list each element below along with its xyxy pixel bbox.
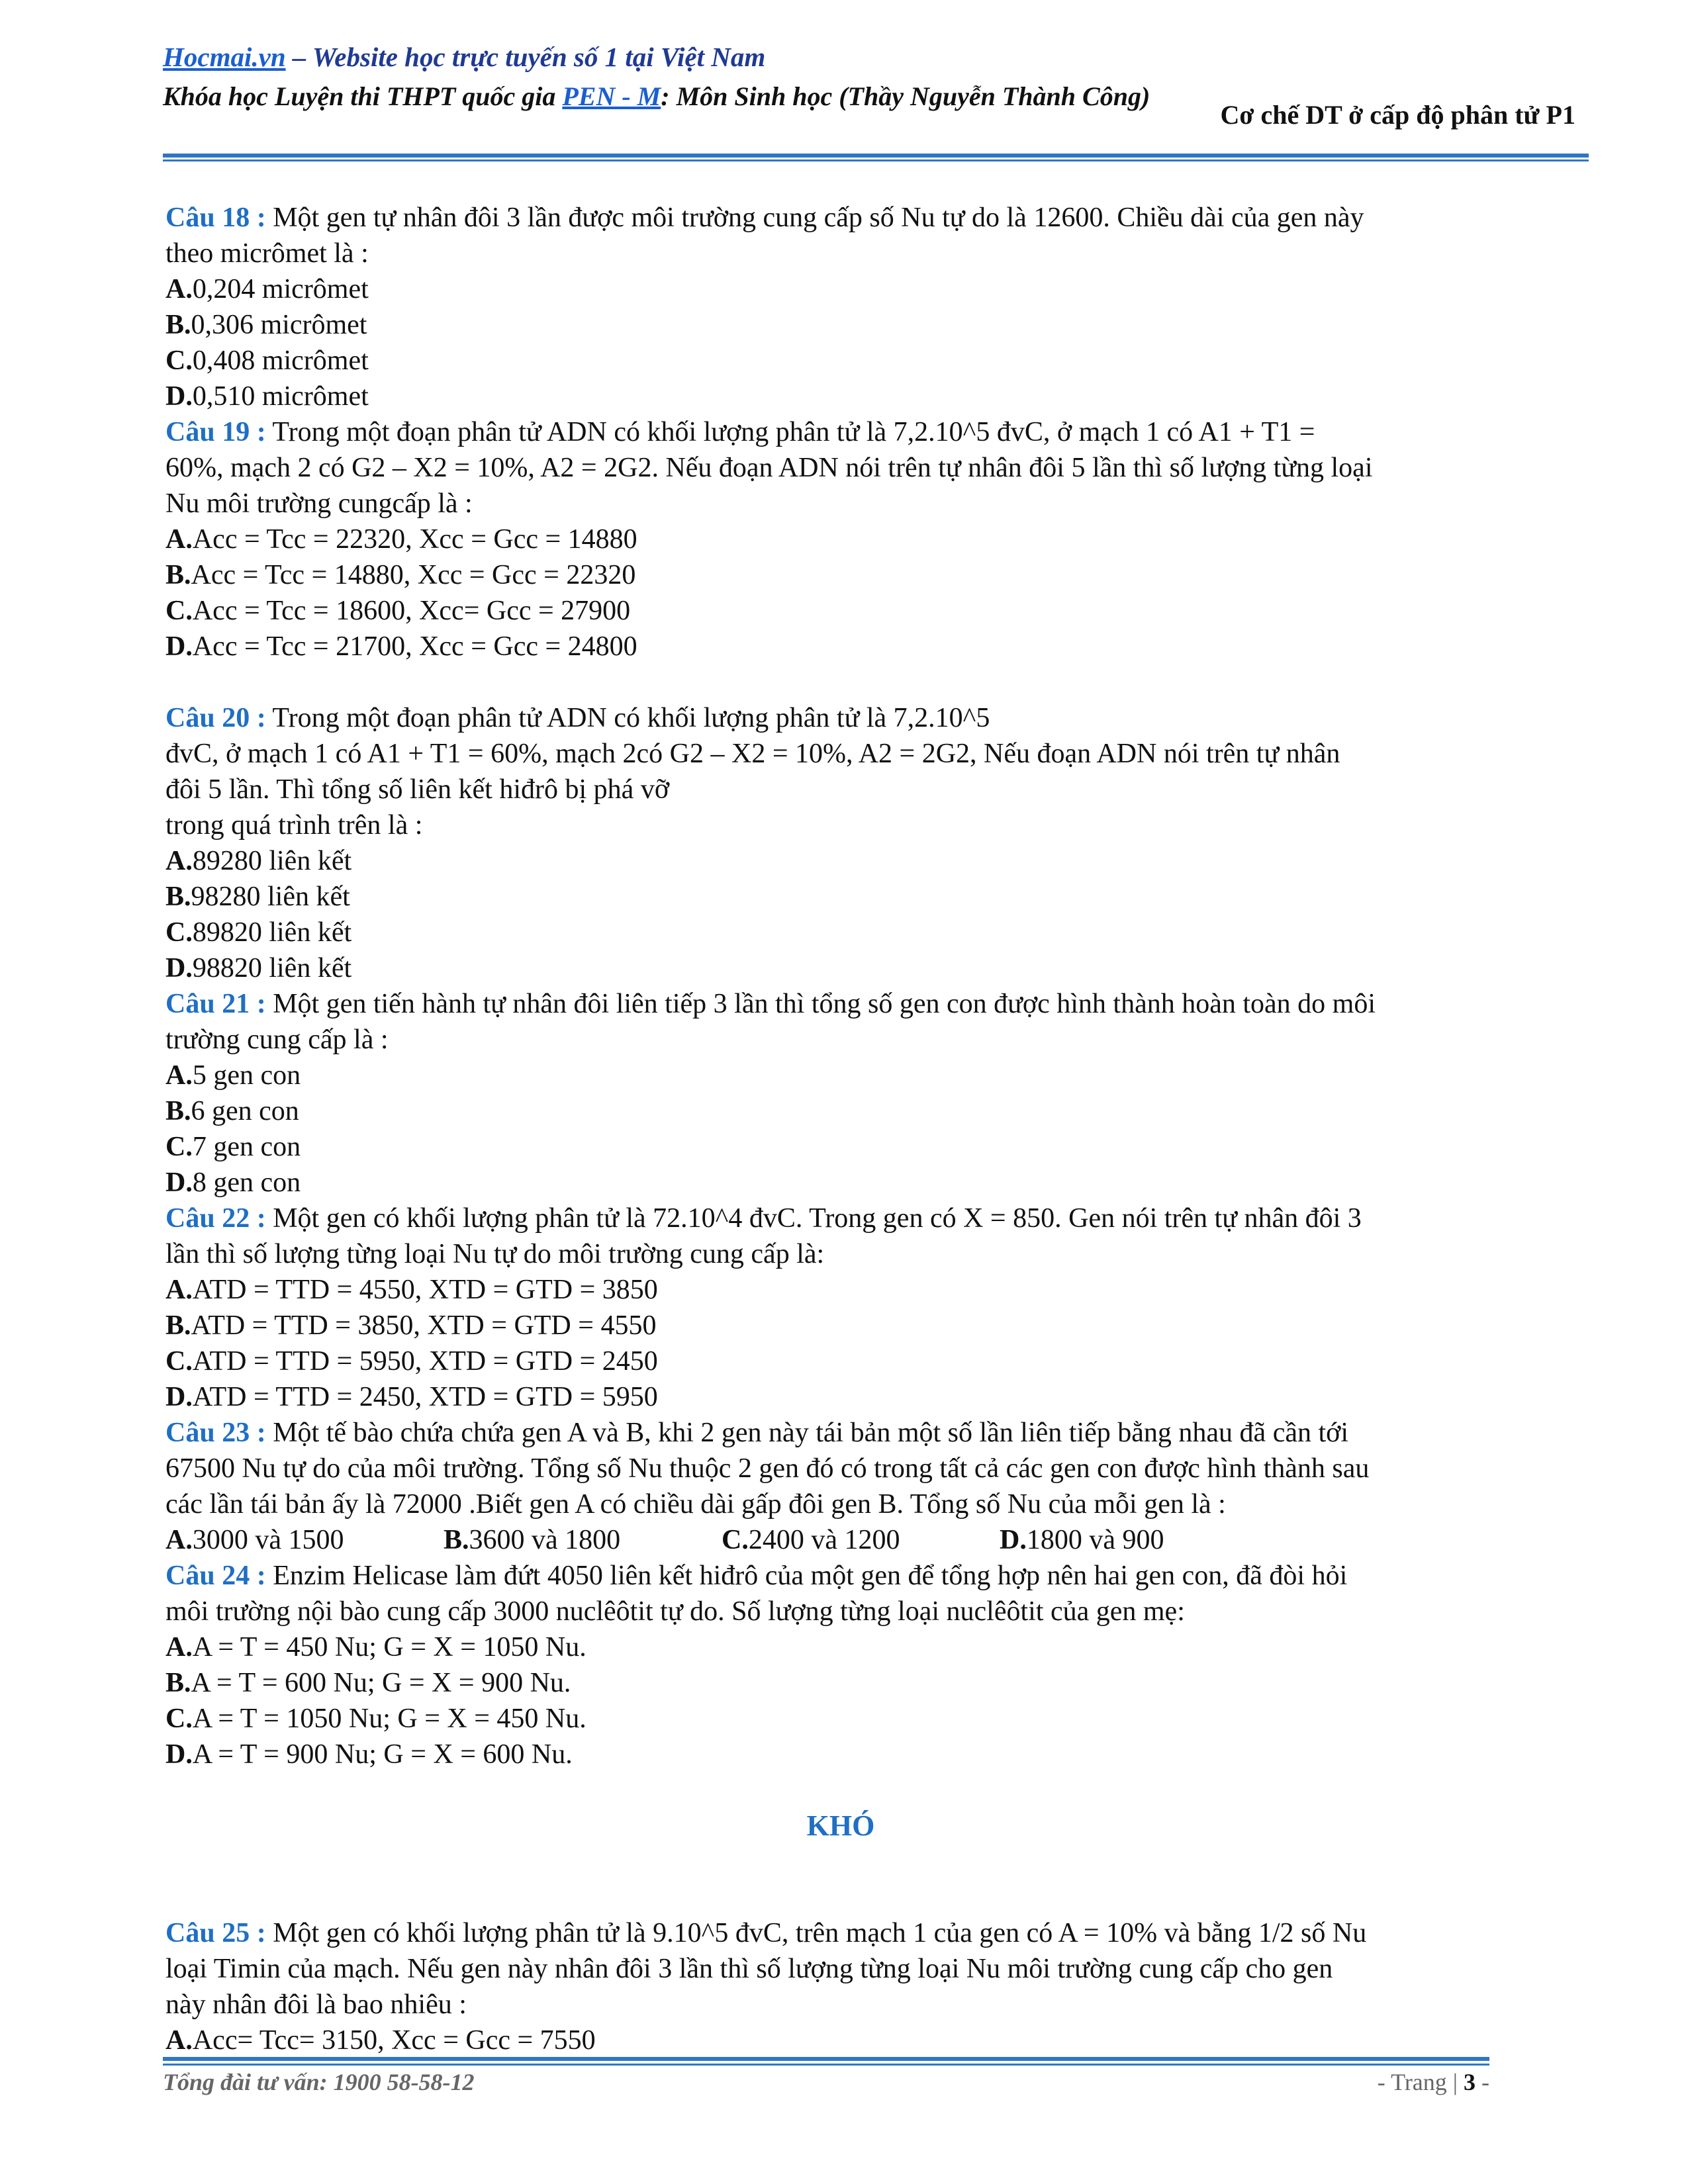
question-stem-line: Trong một đoạn phân tử ADN có khối lượng phân tử là 7,2.10^5 đvC, ở mạch 1 có A1 + T1 =: [265, 417, 1315, 447]
question-25: [165, 1915, 1516, 2058]
option-d: D.8 gen con: [165, 1167, 301, 1198]
option-b: B.3600 và 1800: [444, 1525, 621, 1555]
question-stem-line: trong quá trình trên là :: [165, 810, 423, 841]
topic-title: Cơ chế DT ở cấp độ phân tử P1: [1220, 100, 1575, 130]
question-stem-line: các lần tái bản ấy là 72000 .Biết gen A có chiều dài gấp đôi gen B. Tổng số Nu của mỗi gen là :: [165, 1489, 1226, 1520]
question-stem-line: Một gen có khối lượng phân tử là 9.10^5 đvC, trên mạch 1 của gen có A = 10% và bằng 1/2 số Nu: [265, 1918, 1367, 1948]
option-d: D.0,510 micrômet: [165, 381, 369, 412]
question-stem-line: đvC, ở mạch 1 có A1 + T1 = 60%, mạch 2có G2 – X2 = 10%, A2 = 2G2, Nếu đoạn ADN nói trên tự nhân: [165, 739, 1340, 769]
option-c: C.Acc = Tcc = 18600, Xcc= Gcc = 27900: [165, 596, 631, 626]
option-b: B.Acc = Tcc = 14880, Xcc = Gcc = 22320: [165, 560, 636, 590]
option-c: C.7 gen con: [165, 1132, 301, 1162]
course-link[interactable]: PEN - M: [562, 81, 661, 111]
question-stem-line: Một gen có khối lượng phân tử là 72.10^4 đvC. Trong gen có X = 850. Gen nói trên tự nhân đôi 3: [265, 1203, 1362, 1234]
question-stem-line: Một gen tự nhân đôi 3 lần được môi trường cung cấp số Nu tự do là 12600. Chiều dài của gen này: [265, 203, 1364, 233]
options-row: [165, 1522, 1516, 1558]
header-rule: [163, 154, 1589, 158]
question-stem-line: 67500 Nu tự do của môi trường. Tổng số Nu thuộc 2 gen đó có trong tất cả các gen con được hình thành sau: [165, 1453, 1370, 1484]
option-a: A.5 gen con: [165, 1060, 301, 1091]
option-d: D.Acc = Tcc = 21700, Xcc = Gcc = 24800: [165, 631, 637, 662]
question-19: [165, 414, 1516, 664]
option-c: C.A = T = 1050 Nu; G = X = 450 Nu.: [165, 1704, 586, 1734]
question-label: Câu 18 :: [165, 203, 266, 233]
section-title-hard: KHÓ: [806, 1809, 875, 1842]
course-suffix: : Môn Sinh học (Thầy Nguyễn Thành Công): [661, 81, 1150, 111]
question-label: Câu 20 :: [165, 703, 266, 733]
option-a: A.3000 và 1500: [165, 1525, 344, 1555]
question-stem-line: đôi 5 lần. Thì tổng số liên kết hiđrô bị phá vỡ: [165, 774, 670, 805]
question-stem-line: trường cung cấp là :: [165, 1024, 389, 1055]
question-stem-line: Trong một đoạn phân tử ADN có khối lượng phân tử là 7,2.10^5: [265, 703, 990, 733]
page-header: [163, 38, 1575, 147]
option-b: B.0,306 micrômet: [165, 310, 367, 340]
question-stem-line: 60%, mạch 2 có G2 – X2 = 10%, A2 = 2G2. Nếu đoạn ADN nói trên tự nhân đôi 5 lần thì số lượng từng loại: [165, 453, 1373, 483]
option-d: D.A = T = 900 Nu; G = X = 600 Nu.: [165, 1739, 573, 1770]
question-label: Câu 23 :: [165, 1418, 266, 1448]
question-label: Câu 21 :: [165, 989, 266, 1019]
option-a: A.Acc= Tcc= 3150, Xcc = Gcc = 7550: [165, 2025, 596, 2056]
question-stem-line: loại Timin của mạch. Nếu gen này nhân đôi 3 lần thì số lượng từng loại Nu môi trường cung cấp cho gen: [165, 1954, 1333, 1984]
question-stem-line: lần thì số lượng từng loại Nu tự do môi trường cung cấp là:: [165, 1239, 825, 1269]
option-b: B.A = T = 600 Nu; G = X = 900 Nu.: [165, 1668, 571, 1698]
option-a: A.Acc = Tcc = 22320, Xcc = Gcc = 14880: [165, 524, 637, 555]
course-prefix: Khóa học Luyện thi THPT quốc gia: [163, 81, 563, 111]
option-b: B.98280 liên kết: [165, 882, 350, 912]
question-24: [165, 1558, 1516, 1772]
question-stem-line: Một tế bào chứa chứa gen A và B, khi 2 gen này tái bản một số lần liên tiếp bằng nhau đã cần tới: [265, 1418, 1349, 1448]
question-stem-line: môi trường nội bào cung cấp 3000 nuclêôtit tự do. Số lượng từng loại nuclêôtit của gen mẹ:: [165, 1596, 1185, 1627]
page-footer: [163, 2068, 1489, 2096]
option-a: A.89280 liên kết: [165, 846, 352, 876]
question-label: Câu 22 :: [165, 1203, 266, 1234]
option-a: A.A = T = 450 Nu; G = X = 1050 Nu.: [165, 1632, 586, 1662]
site-tagline: – Website học trực tuyến số 1 tại Việt Nam: [285, 42, 766, 72]
header-rule-thin: [163, 159, 1589, 161]
option-c: C.ATD = TTD = 5950, XTD = GTD = 2450: [165, 1346, 658, 1377]
course-title: [163, 81, 1169, 113]
option-d: D.1800 và 900: [1000, 1525, 1164, 1555]
option-c: C.89820 liên kết: [165, 917, 352, 948]
question-stem-line: này nhân đôi là bao nhiêu :: [165, 1989, 467, 2020]
question-21: [165, 986, 1516, 1201]
page-number: - Trang | 3 -: [1377, 2069, 1489, 2095]
question-22: [165, 1201, 1516, 1415]
option-c: C.0,408 micrômet: [165, 345, 369, 376]
brand-link[interactable]: Hocmai.vn: [163, 42, 286, 72]
footer-rule-thin: [163, 2064, 1489, 2066]
option-b: B.6 gen con: [165, 1096, 299, 1126]
question-stem-line: Nu môi trường cungcấp là :: [165, 488, 473, 519]
option-b: B.ATD = TTD = 3850, XTD = GTD = 4550: [165, 1310, 657, 1341]
site-line: [163, 38, 1575, 75]
question-stem-line: Enzim Helicase làm đứt 4050 liên kết hiđrô của một gen để tổng hợp nên hai gen con, đã đòi hỏi: [265, 1561, 1348, 1591]
hotline: Tổng đài tư vấn: 1900 58-58-12: [163, 2069, 475, 2095]
spacer: [165, 664, 1516, 700]
option-c: C.2400 và 1200: [722, 1525, 900, 1555]
course-line: [163, 81, 1575, 147]
question-stem-line: theo micrômet là :: [165, 238, 369, 269]
option-a: A.ATD = TTD = 4550, XTD = GTD = 3850: [165, 1275, 658, 1305]
option-d: D.ATD = TTD = 2450, XTD = GTD = 5950: [165, 1382, 658, 1412]
document-body: [165, 200, 1516, 2058]
question-18: [165, 200, 1516, 414]
question-23: [165, 1415, 1516, 1558]
question-label: Câu 19 :: [165, 417, 266, 447]
question-20: [165, 700, 1516, 986]
option-a: A.0,204 micrômet: [165, 274, 369, 304]
footer-rule: [163, 2057, 1489, 2061]
question-label: Câu 24 :: [165, 1561, 266, 1591]
option-d: D.98820 liên kết: [165, 953, 352, 983]
question-label: Câu 25 :: [165, 1918, 266, 1948]
question-stem-line: Một gen tiến hành tự nhân đôi liên tiếp 3 lần thì tổng số gen con được hình thành hoàn toàn do môi: [265, 989, 1376, 1019]
